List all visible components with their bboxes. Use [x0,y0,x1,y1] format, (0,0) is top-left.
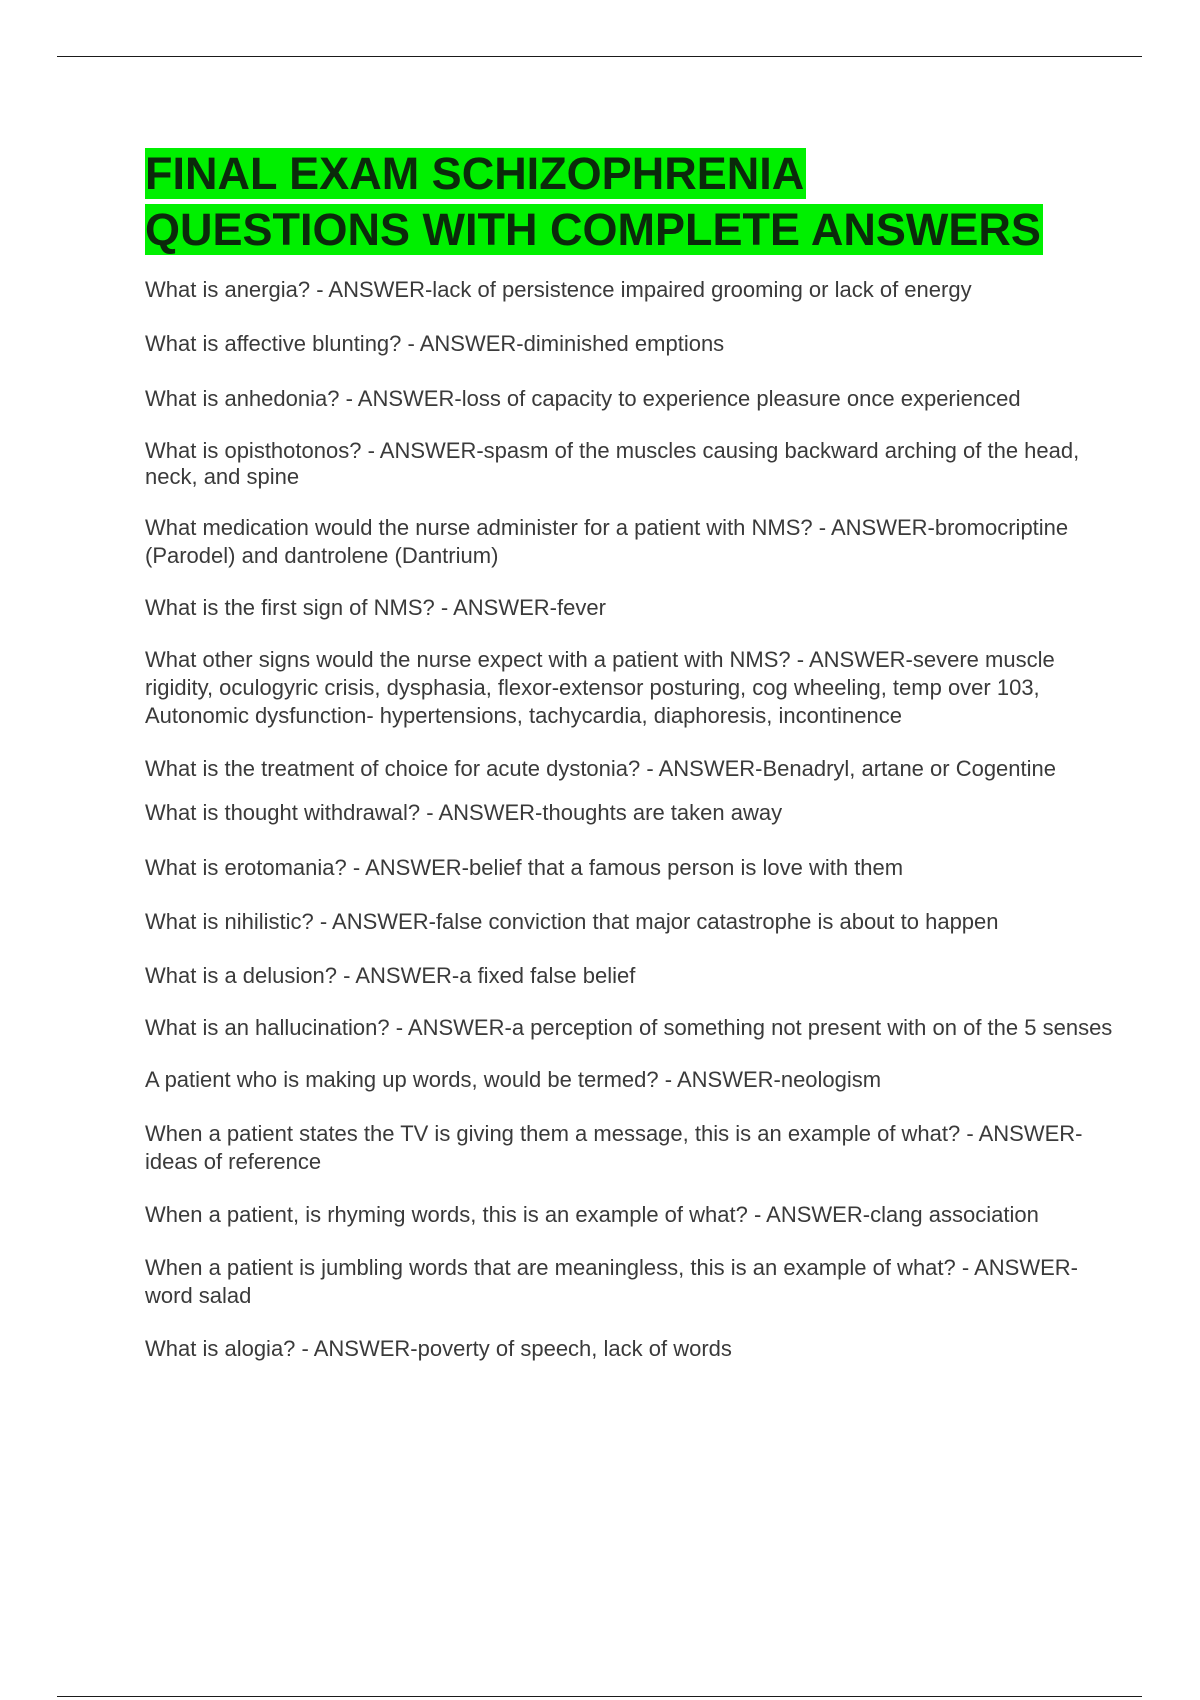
qa-item: What is opisthotonos? - ANSWER-spasm of the muscles causing backward arching of the head, neck, and spine [145,438,1080,489]
qa-item: What medication would the nurse administer for a patient with NMS? - ANSWER-bromocriptine (Parodel) and dantrolene (Dantrium) [145,515,1069,568]
qa-item: When a patient is jumbling words that are meaningless, this is an example of what? - ANSWER-word salad [145,1255,1078,1308]
header-rule [57,56,1142,57]
qa-item: What is thought withdrawal? - ANSWER-thoughts are taken away [145,800,783,825]
qa-item: What is the first sign of NMS? - ANSWER-fever [145,595,606,620]
qa-item: What is the treatment of choice for acute dystonia? - ANSWER-Benadryl, artane or Cogentine [145,756,1057,781]
document-body [145,146,1145,1363]
qa-item: What is an hallucination? - ANSWER-a perception of something not present with on of the 5 senses [145,1015,1113,1040]
qa-item: When a patient, is rhyming words, this is an example of what? - ANSWER-clang association [145,1202,1039,1227]
qa-item: What is affective blunting? - ANSWER-diminished emptions [145,331,725,356]
qa-item: What is erotomania? - ANSWER-belief that a famous person is love with them [145,855,904,880]
document-title-line-2: QUESTIONS WITH COMPLETE ANSWERS [145,204,1041,255]
document-title [145,146,1145,258]
qa-item: When a patient states the TV is giving them a message, this is an example of what? - ANSWER-ideas of reference [145,1121,1083,1174]
footer-rule [57,1696,1142,1697]
qa-item: What is alogia? - ANSWER-poverty of speech, lack of words [145,1336,732,1361]
qa-item: What is anergia? - ANSWER-lack of persistence impaired grooming or lack of energy [145,277,972,302]
qa-item: What is anhedonia? - ANSWER-loss of capacity to experience pleasure once experienced [145,386,1021,411]
qa-item: What other signs would the nurse expect with a patient with NMS? - ANSWER-severe muscle rigidity, oculogyric crisis, dysphasia, flexor-extensor posturing, cog wheeling, temp over 103, Autonomic dysfunction- hypertensions, tachycardia, diaphoresis, incontinence [145,647,1055,728]
document-title-line-1: FINAL EXAM SCHIZOPHRENIA [145,148,805,199]
qa-list [145,276,1145,1363]
qa-item: What is a delusion? - ANSWER-a fixed false belief [145,963,636,988]
qa-item: A patient who is making up words, would be termed? - ANSWER-neologism [145,1067,882,1092]
qa-item: What is nihilistic? - ANSWER-false conviction that major catastrophe is about to happen [145,909,999,934]
